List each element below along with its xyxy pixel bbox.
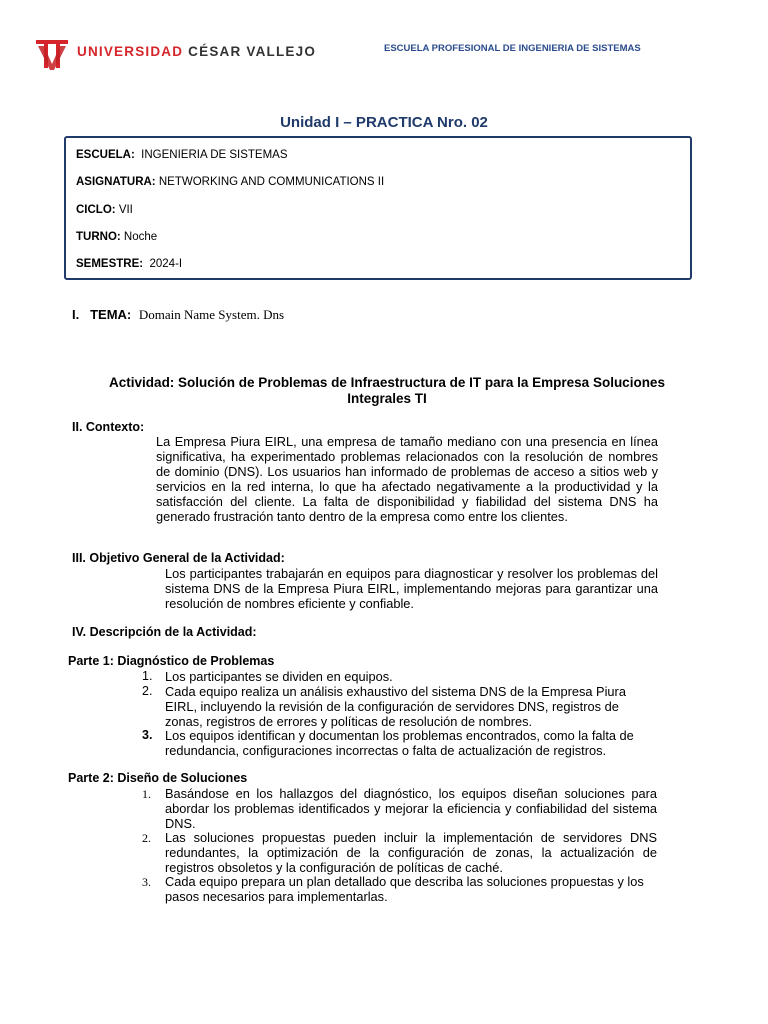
list-item: Las soluciones propuestas pueden incluir la implementación de servidores DNS redundantes, la optimización de la configuración de zonas, la actualización de registros obsoletos y la configuración de políticas de caché. (165, 830, 657, 875)
list-item: Cada equipo prepara un plan detallado que describa las soluciones propuestas y los pasos necesarios para implementarlas. (165, 874, 644, 904)
descripcion-heading: IV. Descripción de la Actividad: (72, 625, 257, 639)
tema-label: TEMA: (90, 307, 132, 322)
list-number: 2. (142, 831, 151, 845)
list-number: 3. (142, 875, 151, 889)
info-label: ESCUELA: (76, 149, 135, 161)
list-number: 1. (142, 669, 153, 683)
tema-number: I. (72, 307, 80, 322)
info-row-asignatura (76, 176, 384, 188)
school-header: ESCUELA PROFESIONAL DE INGENIERIA DE SISTEMAS (384, 43, 641, 54)
list-item: Los equipos identifican y documentan los problemas encontrados, como la falta de redundancia, configuraciones incorrectas o falta de actualización de registros. (165, 728, 634, 758)
activity-title: Actividad: Solución de Problemas de Infraestructura de IT para la Empresa Soluciones Integrales TI (109, 375, 665, 406)
list-number: 1. (142, 787, 151, 801)
info-value: INGENIERIA DE SISTEMAS (141, 149, 288, 161)
page-title: Unidad I – PRACTICA Nro. 02 (280, 114, 488, 131)
info-label: CICLO: (76, 204, 116, 216)
info-value: VII (118, 204, 133, 216)
parte2-heading: Parte 2: Diseño de Soluciones (68, 771, 248, 785)
tema-line (72, 307, 284, 323)
list-number: 3. (142, 728, 153, 742)
info-value: Noche (123, 231, 158, 243)
info-row-turno (76, 231, 157, 243)
info-box (64, 136, 692, 280)
info-label: SEMESTRE: (76, 258, 144, 270)
info-value: 2024-I (149, 258, 183, 270)
objetivo-heading: III. Objetivo General de la Actividad: (72, 551, 285, 565)
info-value: NETWORKING AND COMMUNICATIONS II (158, 176, 385, 188)
info-label: ASIGNATURA: (76, 176, 156, 188)
objetivo-text: Los participantes trabajarán en equipos para diagnosticar y resolver los problemas del sistema DNS de la Empresa Piura EIRL, implementando mejoras para garantizar una resolución de nombres eficiente y confiable. (165, 566, 658, 611)
university-name (77, 44, 316, 59)
info-label: TURNO: (76, 231, 121, 243)
list-item: Cada equipo realiza un análisis exhaustivo del sistema DNS de la Empresa Piura EIRL, incluyendo la revisión de la configuración de servidores DNS, registros de zonas, registros de errores y políticas de resolución de nombres. (165, 684, 626, 729)
contexto-heading: II. Contexto: (72, 420, 145, 434)
list-number: 2. (142, 684, 153, 698)
university-logo-icon (34, 38, 70, 70)
info-row-escuela (76, 149, 288, 161)
tema-value: Domain Name System. Dns (138, 307, 285, 322)
university-name-part2: CÉSAR VALLEJO (188, 44, 317, 59)
list-item: Basándose en los hallazgos del diagnóstico, los equipos diseñan soluciones para abordar los problemas identificados y mejorar la eficiencia y confiabilidad del sistema DNS. (165, 786, 657, 831)
university-name-part1: UNIVERSIDAD (77, 44, 184, 59)
contexto-text: La Empresa Piura EIRL, una empresa de tamaño mediano con una presencia en línea significativa, ha experimentado problemas relacionados con la resolución de nombres de dominio (DNS). Los usuarios han informado de problemas de acceso a sitios web y servicios en la red interna, lo que ha afectado negativamente a la productividad y la satisfacción del cliente. La falta de disponibilidad y fiabilidad del sistema DNS ha generado frustración tanto dentro de la empresa como entre los clientes. (156, 434, 658, 524)
info-row-ciclo (76, 204, 133, 216)
list-item: Los participantes se dividen en equipos. (165, 669, 393, 684)
parte1-heading: Parte 1: Diagnóstico de Problemas (68, 654, 275, 668)
info-row-semestre (76, 258, 182, 270)
